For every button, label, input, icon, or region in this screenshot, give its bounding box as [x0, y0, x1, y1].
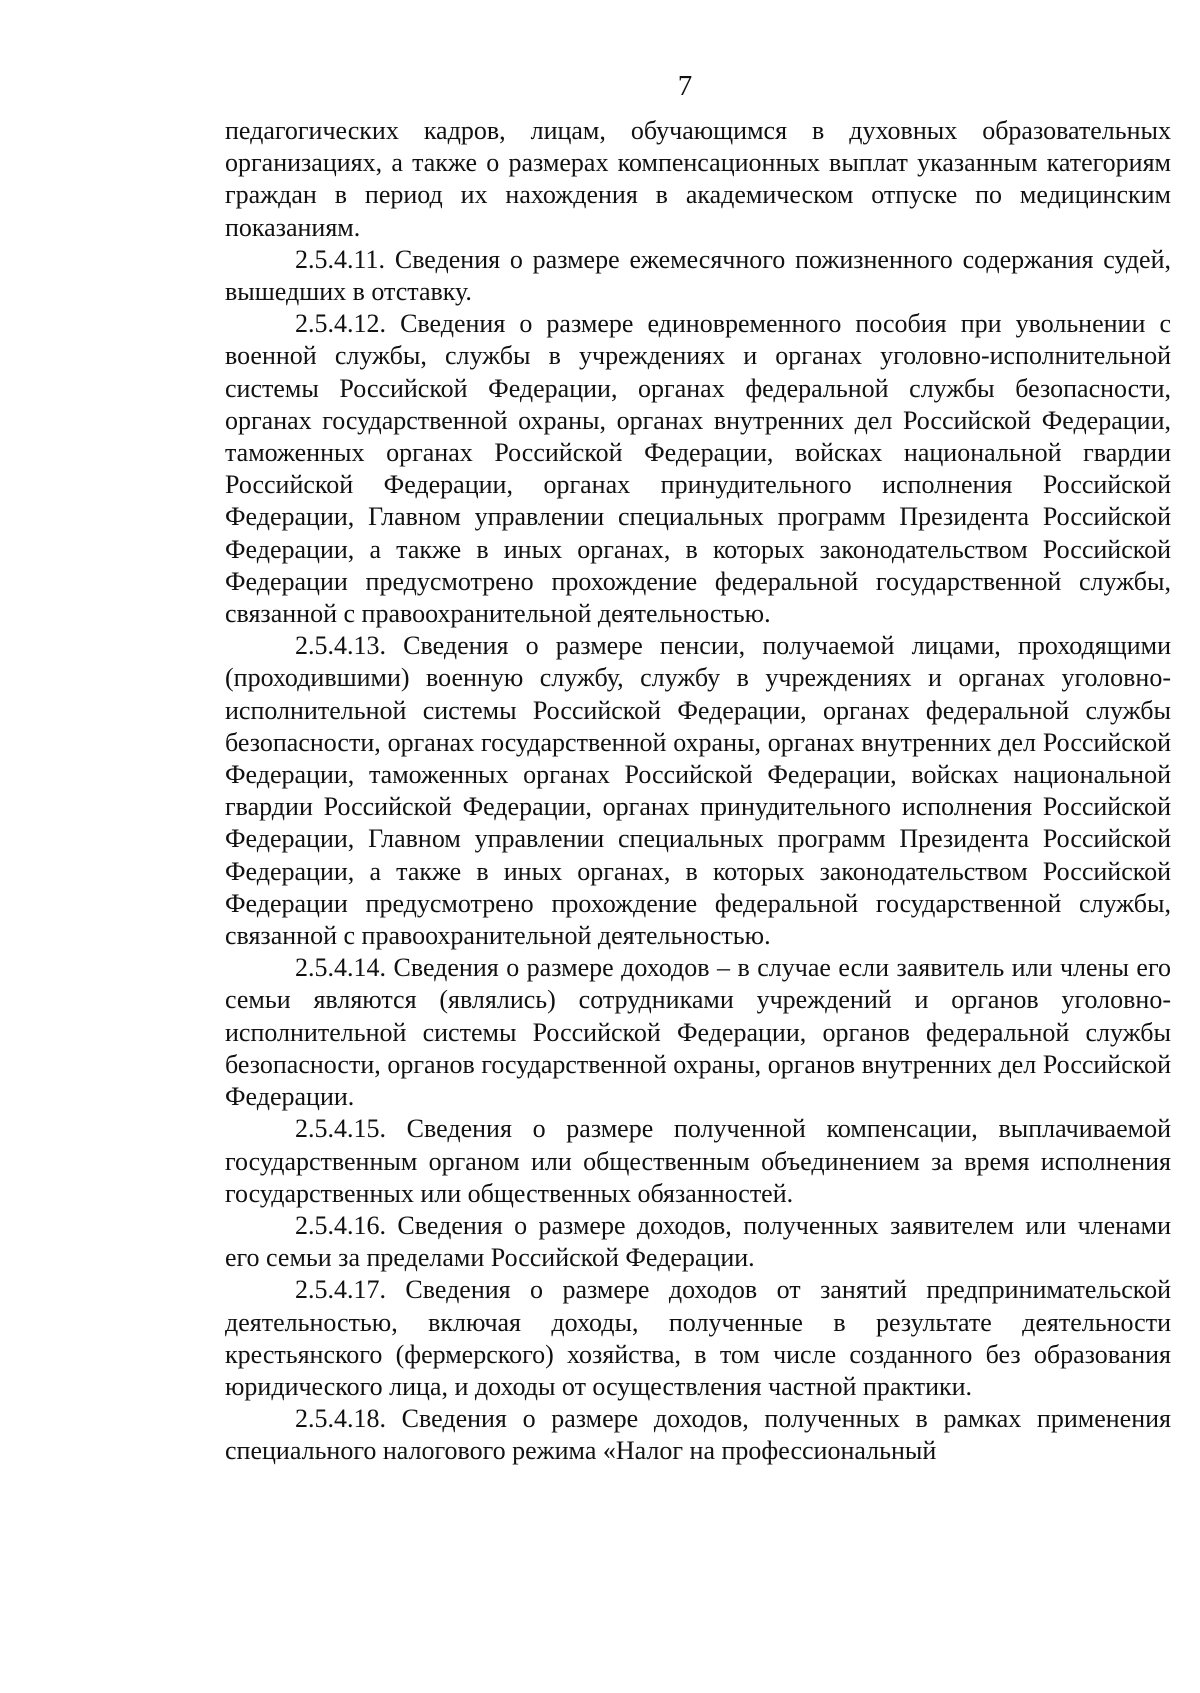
paragraph-text: Сведения о размере единовременного пособия при увольнении с военной службы, службы в учреждениях и органах уголовно-исполнительной системы Российской Федерации, органах федеральной службы безопасности, органах государственной охраны, органах внутренних дел Российской Федерации, таможенных органах Российской Федерации, войсках национальной гвардии Российской Федерации, органах принудительного исполнения Российской Федерации, Главном управлении специальных программ Президента Российской Федерации, а также в иных органах, в которых законодательством Российской Федерации предусмотрено прохождение федеральной государственной службы, связанной с правоохранительной деятельностью. — [225, 309, 1171, 629]
paragraph-continuation — [225, 115, 1171, 244]
paragraph-2-5-4-13 — [225, 630, 1171, 952]
paragraph-2-5-4-16 — [225, 1210, 1171, 1274]
paragraph-number: 2.5.4.13. — [295, 631, 386, 661]
paragraph-text: Сведения о размере пенсии, получаемой лицами, проходящими (проходившими) военную службу, службу в учреждениях и органах уголовно-исполнительной системы Российской Федерации, органах федеральной службы безопасности, органах государственной охраны, органах внутренних дел Российской Федерации, таможенных органах Российской Федерации, войсках национальной гвардии Российской Федерации, органах принудительного исполнения Российской Федерации, Главном управлении специальных программ Президента Российской Федерации, а также в иных органах, в которых законодательством Российской Федерации предусмотрено прохождение федеральной государственной службы, связанной с правоохранительной деятельностью. — [225, 631, 1171, 951]
paragraph-number: 2.5.4.17. — [295, 1275, 386, 1305]
paragraph-text: Сведения о размере ежемесячного пожизненного содержания судей, вышедших в отставку. — [225, 244, 1171, 307]
paragraph-text: Сведения о размере доходов – в случае если заявитель или члены его семьи являются (являлись) сотрудниками учреждений и органов уголовно-исполнительной системы Российской Федерации, органов федеральной службы безопасности, органов государственной охраны, органов внутренних дел Российской Федерации. — [225, 953, 1171, 1112]
paragraph-number: 2.5.4.14. — [295, 953, 386, 983]
paragraph-2-5-4-18 — [225, 1403, 1171, 1467]
paragraph-2-5-4-17 — [225, 1274, 1171, 1403]
paragraph-text: Сведения о размере доходов, полученных в рамках применения специального налогового режима «Налог на профессиональный — [225, 1404, 1171, 1466]
paragraph-text: Сведения о размере полученной компенсации, выплачиваемой государственным органом или общественным объединением за время исполнения государственных или общественных обязанностей. — [225, 1114, 1171, 1208]
paragraph-2-5-4-14 — [225, 952, 1171, 1113]
paragraph-number: 2.5.4.12. — [295, 309, 386, 339]
paragraph-2-5-4-11 — [225, 244, 1171, 308]
paragraph-text: Сведения о размере доходов от занятий предпринимательской деятельностью, включая доходы, полученные в результате деятельности крестьянского (фермерского) хозяйства, в том числе созданного без образования юридического лица, и доходы от осуществления частной практики. — [225, 1275, 1171, 1401]
paragraph-text: педагогических кадров, лицам, обучающимся в духовных образовательных организациях, а также о размерах компенсационных выплат указанным категориям граждан в период их нахождения в академическом отпуске по медицинским показаниям. — [225, 116, 1171, 242]
paragraph-number: 2.5.4.11. — [295, 244, 386, 274]
paragraph-number: 2.5.4.16. — [295, 1210, 386, 1240]
paragraph-2-5-4-12 — [225, 308, 1171, 630]
page-number: 7 — [677, 70, 693, 102]
document-body — [225, 115, 1171, 1468]
paragraph-2-5-4-15 — [225, 1113, 1171, 1210]
paragraph-text: Сведения о размере доходов, полученных заявителем или членами его семьи за пределами Российской Федерации. — [225, 1210, 1171, 1273]
paragraph-number: 2.5.4.15. — [295, 1114, 386, 1144]
paragraph-number: 2.5.4.18. — [295, 1404, 386, 1434]
